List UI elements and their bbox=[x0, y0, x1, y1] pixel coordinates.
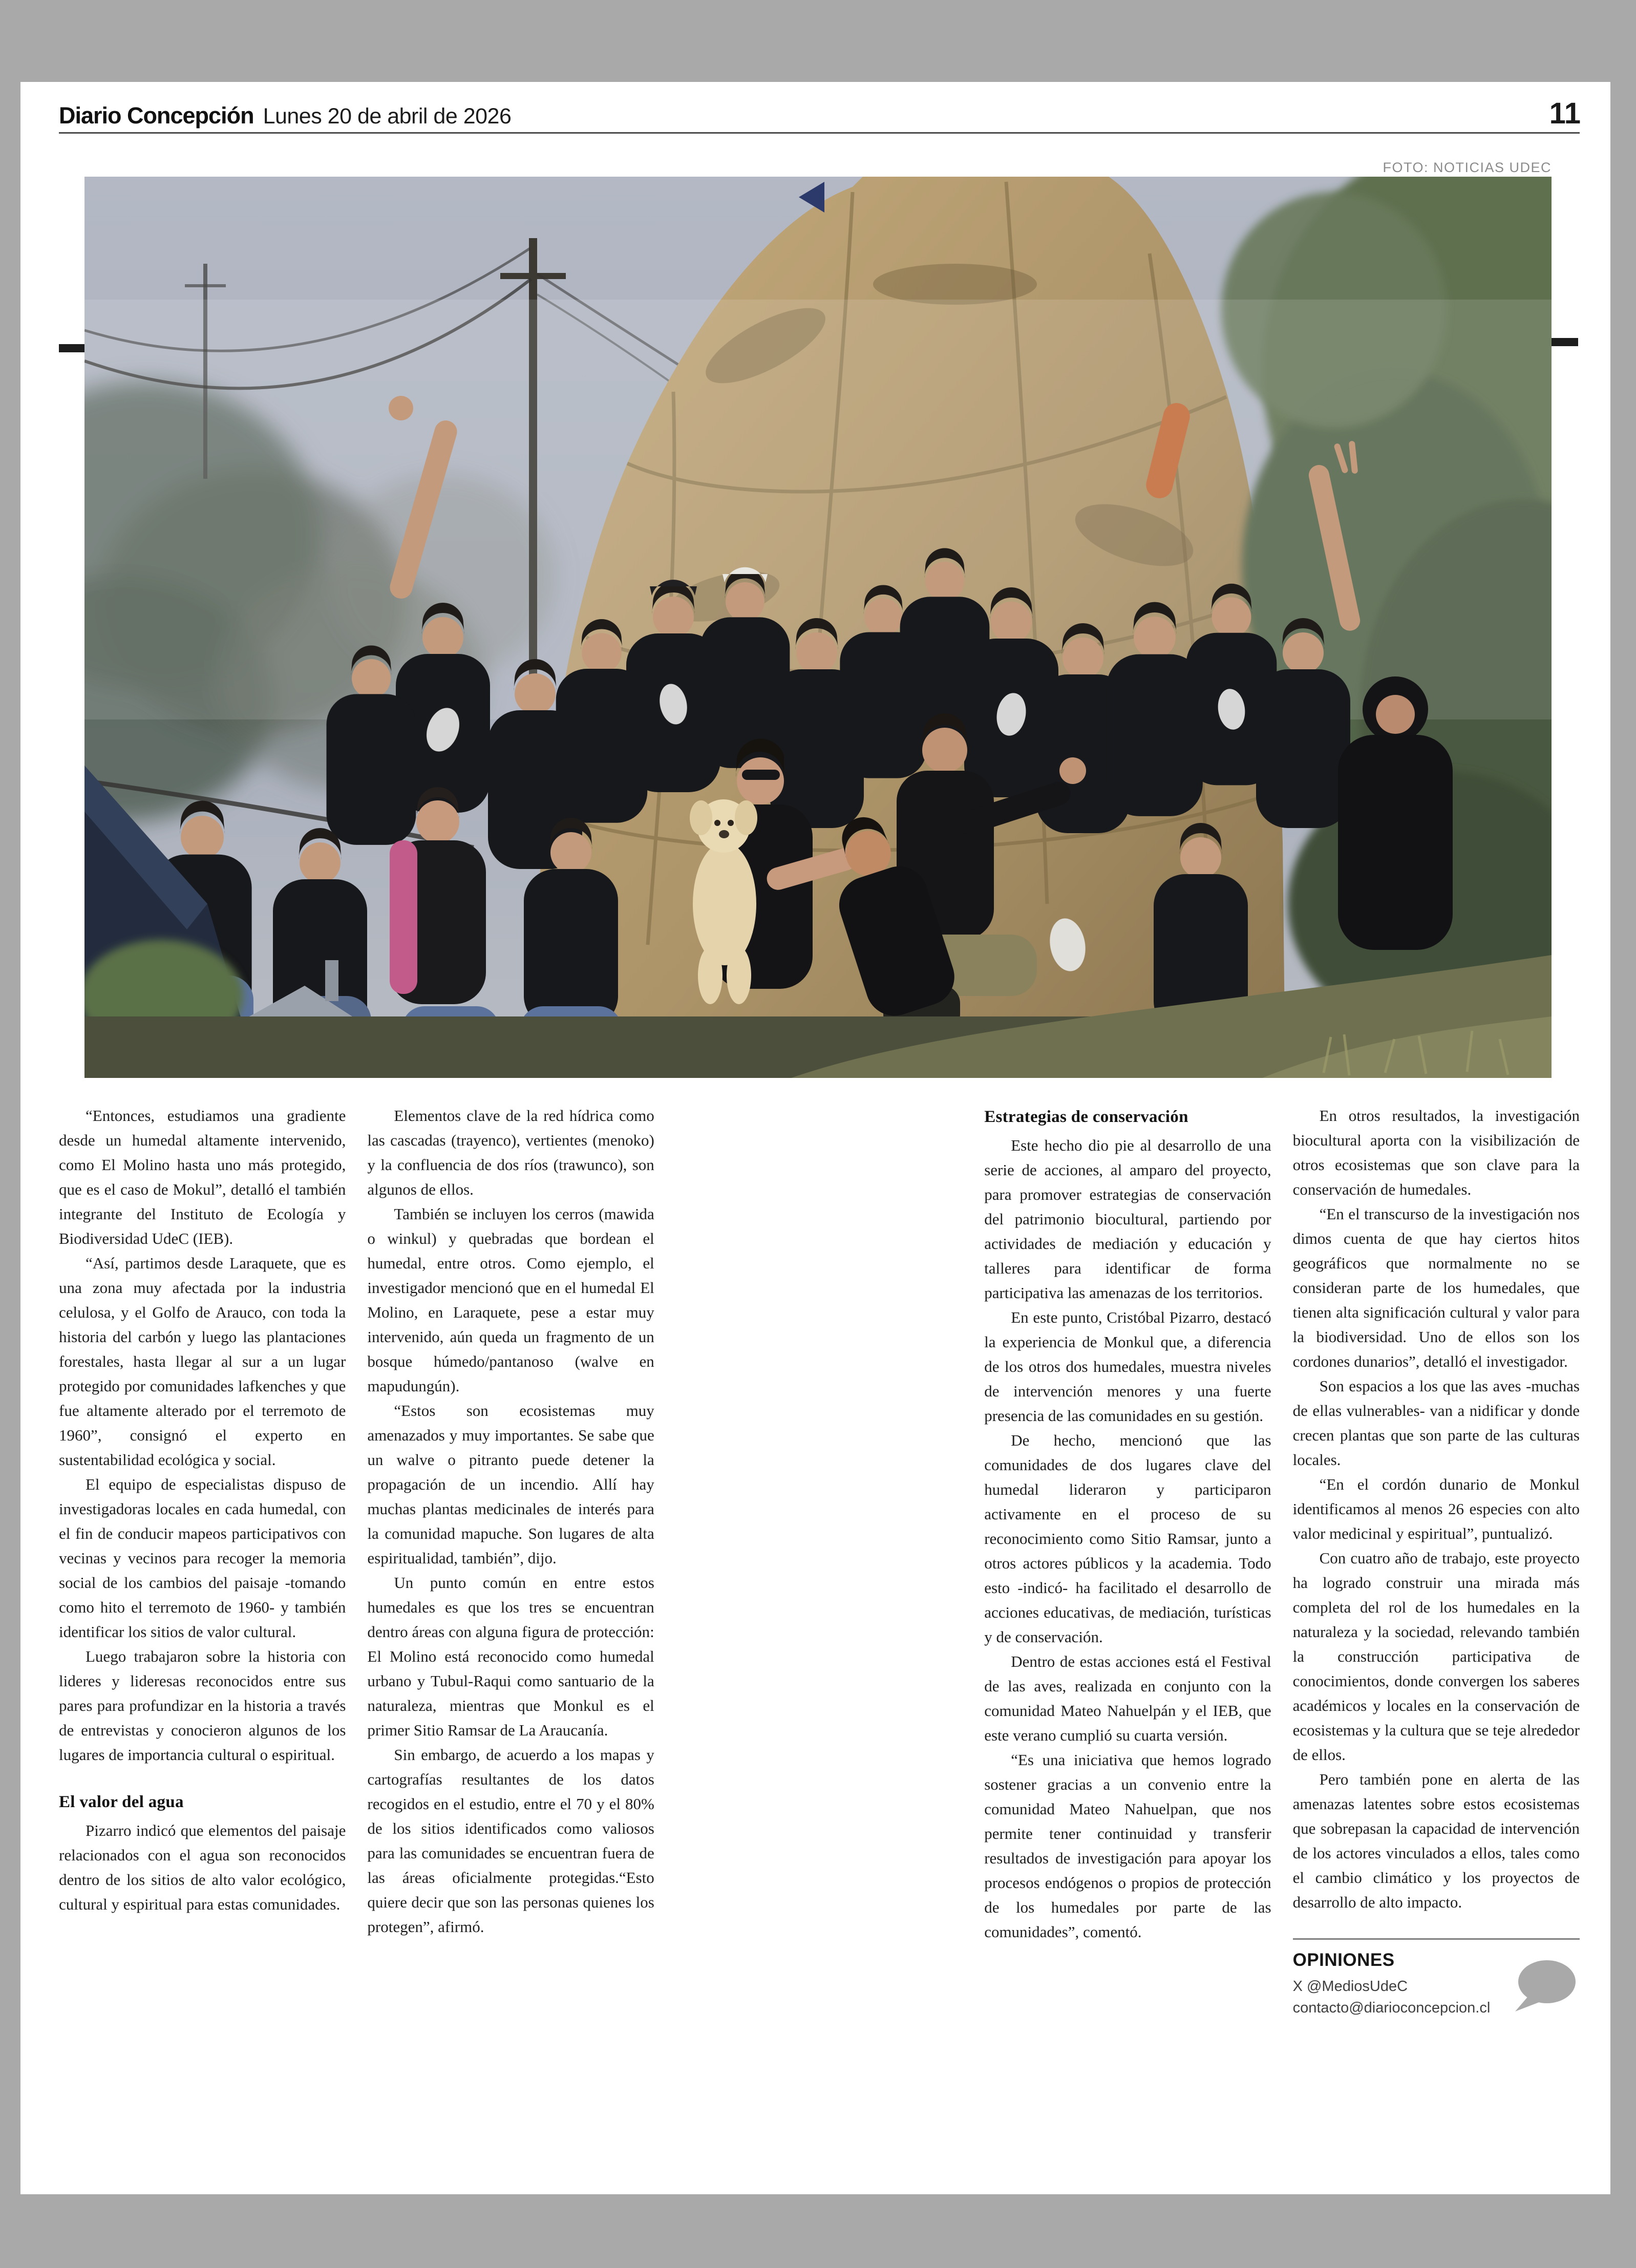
paragraph: En este punto, Cristóbal Pizarro, destacó la experiencia de Monkul que, a diferencia de los otros dos humedales, muestra niveles de intervención menores y una fuerte presencia de las comunidades en su gestión. bbox=[984, 1308, 1271, 1425]
paragraph: También se incluyen los cerros (mawida o winkul) y quebradas que bordean el humedal, entre otros. Como ejemplo, el investigador mencionó que en el humedal El Molino, en Laraquete, pese a estar muy intervenido, aún queda un fragmento de un bosque húmedo/pantanoso (walve en mapudungún). bbox=[367, 1205, 654, 1395]
paragraph: Dentro de estas acciones está el Festival de las aves, realizada en conjunto con la comunidad Mateo Nahuelpán y el IEB, que este verano cumplió su cuarta versión. bbox=[984, 1652, 1271, 1744]
paragraph: “Estos son ecosistemas muy amenazados y muy importantes. Se sabe que un walve o pitranto puede detener la propagación de un incendio. Allí hay muchas plantas medicinales de interés para la comunidad mapuche. Son lugares de alta espiritualidad, también”, dijo. bbox=[367, 1402, 654, 1567]
article-body bbox=[59, 1104, 1580, 2174]
paragraph: “Así, partimos desde Laraquete, que es una zona muy afectada por la industria celulosa, y el Golfo de Arauco, con toda la historia del carbón y luego las plantaciones forestales, hasta llegar al sur a un lugar protegido por comunidades lafkenches y que fue altamente alterado por el terremoto de 1960”, consignó el experto en sustentabilidad ecológica y social. bbox=[59, 1254, 346, 1469]
paragraph: En otros resultados, la investigación biocultural aporta con la visibilización de otros ecosistemas que son clave para la conservación de humedales. bbox=[1292, 1107, 1580, 1198]
paragraph: “Entonces, estudiamos una gradiente desde un humedal altamente intervenido, como El Molino hasta uno más protegido, que es el caso de Mokul”, detalló el también integrante del Instituto de Ecología y Biodiversidad UdeC (IEB). bbox=[59, 1107, 346, 1247]
opiniones-x-handle: X @MediosUdeC bbox=[1292, 1978, 1408, 1995]
text-column-4 bbox=[1293, 1104, 1580, 2174]
paragraph: Con cuatro año de trabajo, este proyecto ha logrado construir una mirada más completa del rol de los humedales en la naturaleza y la sociedad, relevando también la construcción participativa de conocimientos, donde convergen los saberes académicos y locales en la conservación de ecosistemas y la cultura que se teje alrededor de ellos. bbox=[1292, 1549, 1580, 1764]
photo-credit: FOTO: NOTICIAS UDEC bbox=[1383, 160, 1552, 175]
masthead-date: Lunes 20 de abril de 2026 bbox=[263, 104, 512, 129]
text-column-3 bbox=[984, 1104, 1271, 2174]
paragraph: Pizarro indicó que elementos del paisaje relacionados con el agua son reconocidos dentro de los sitios de alto valor ecológico, cultural y espiritual para estas comunidades. bbox=[59, 1821, 346, 1913]
paragraph: Este hecho dio pie al desarrollo de una serie de acciones, al amparo del proyecto, para promover estrategias de conservación del patrimonio biocultural, partiendo por actividades de mediación y educación y talleres para identificar de forma participativa las amenazas de los territorios. bbox=[984, 1136, 1271, 1302]
registration-mark-left bbox=[59, 344, 86, 352]
paragraph: “En el transcurso de la investigación nos dimos cuenta de que hay ciertos hitos geográficos que normalmente no se consideran parte de los humedales, que tienen alta significación cultural y valor para la biodiversidad. Uno de ellos son los cordones dunarios”, detalló el investigador. bbox=[1292, 1205, 1580, 1370]
column-4-blocks bbox=[1293, 1104, 1580, 1915]
paragraph: Sin embargo, de acuerdo a los mapas y cartografías resultantes de los datos recogidos en el estudio, entre el 70 y el 80% de los sitios identificados como valiosos para las comunidades se encuentran fuera de las áreas oficialmente protegidas.“Esto quiere decir que son las personas quienes los protegen”, afirmó. bbox=[367, 1746, 654, 1936]
paragraph: De hecho, mencionó que las comunidades de dos lugares clave del humedal lideraron y participaron activamente en el proceso de su reconocimiento como Sitio Ramsar, junto a otros actores públicos y la academia. Todo esto -indicó- ha facilitado el desarrollo de acciones educativas, de mediación, turísticas y de conservación. bbox=[984, 1431, 1271, 1646]
paragraph: “En el cordón dunario de Monkul identificamos al menos 26 especies con alto valor medicinal y espiritual”, puntualizó. bbox=[1292, 1475, 1580, 1542]
header-rule bbox=[59, 132, 1580, 134]
empty-column bbox=[676, 1104, 963, 2174]
group-photo-illustration bbox=[84, 177, 1552, 1078]
text-column-2 bbox=[367, 1104, 654, 2174]
page-number: 11 bbox=[1549, 97, 1581, 130]
subheading: Estrategias de conservación bbox=[984, 1108, 1188, 1126]
article-photo bbox=[84, 177, 1552, 1078]
paragraph: Elementos clave de la red hídrica como las cascadas (trayenco), vertientes (menoko) y la confluencia de dos ríos (trawunco), son algunos de ellos. bbox=[367, 1107, 654, 1198]
paragraph: “Es una iniciativa que hemos logrado sostener gracias a un convenio entre la comunidad Mateo Nahuelpan, que nos permite tener continuidad y transferir resultados de investigación para apoyar los procesos endógenos o propios de protección de los humedales por parte de las comunidades”, comentó. bbox=[984, 1751, 1271, 1941]
text-column-1 bbox=[59, 1104, 346, 2174]
opiniones-title: OPINIONES bbox=[1292, 1950, 1395, 1970]
subheading: El valor del agua bbox=[59, 1793, 184, 1811]
opiniones-box bbox=[1293, 1938, 1580, 2019]
paragraph: El equipo de especialistas dispuso de investigadoras locales en cada humedal, con el fin de conducir mapeos participativos con vecinas y vecinos para recoger la memoria social de los cambios del paisaje -tomando como hito el terremoto de 1960- y también identificar los sitios de valor cultural. bbox=[59, 1475, 346, 1641]
registration-mark-right bbox=[1552, 338, 1578, 346]
paragraph: Pero también pone en alerta de las amenazas latentes sobre estos ecosistemas que sobrepasan la capacidad de intervención de los actores vinculados a ellos, tales como el cambio climático y los proyectos de desarrollo de alto impacto. bbox=[1292, 1770, 1580, 1911]
paragraph: Un punto común en entre estos humedales es que los tres se encuentran dentro áreas con alguna figura de protección: El Molino está reconocido como humedal urbano y Tubul-Raqui como santuario de la naturaleza, mientras que Monkul es el primer Sitio Ramsar de La Araucanía. bbox=[367, 1574, 654, 1739]
opiniones-contact-email: contacto@diarioconcepcion.cl bbox=[1292, 2000, 1491, 2016]
page-header bbox=[59, 102, 1580, 131]
paragraph: Son espacios a los que las aves -muchas de ellas vulnerables- van a nidificar y donde crecen plantas que son parte de las culturas locales. bbox=[1292, 1377, 1580, 1469]
speech-bubble-icon bbox=[1510, 1959, 1577, 2016]
masthead-title: Diario Concepción bbox=[59, 102, 254, 129]
newspaper-page bbox=[20, 82, 1610, 2194]
paragraph: Luego trabajaron sobre la historia con lideres y lideresas reconocidos entre sus pares para profundizar en la historia a través de entrevistas y conocieron algunos de los lugares de importancia cultural o espiritual. bbox=[59, 1647, 346, 1764]
